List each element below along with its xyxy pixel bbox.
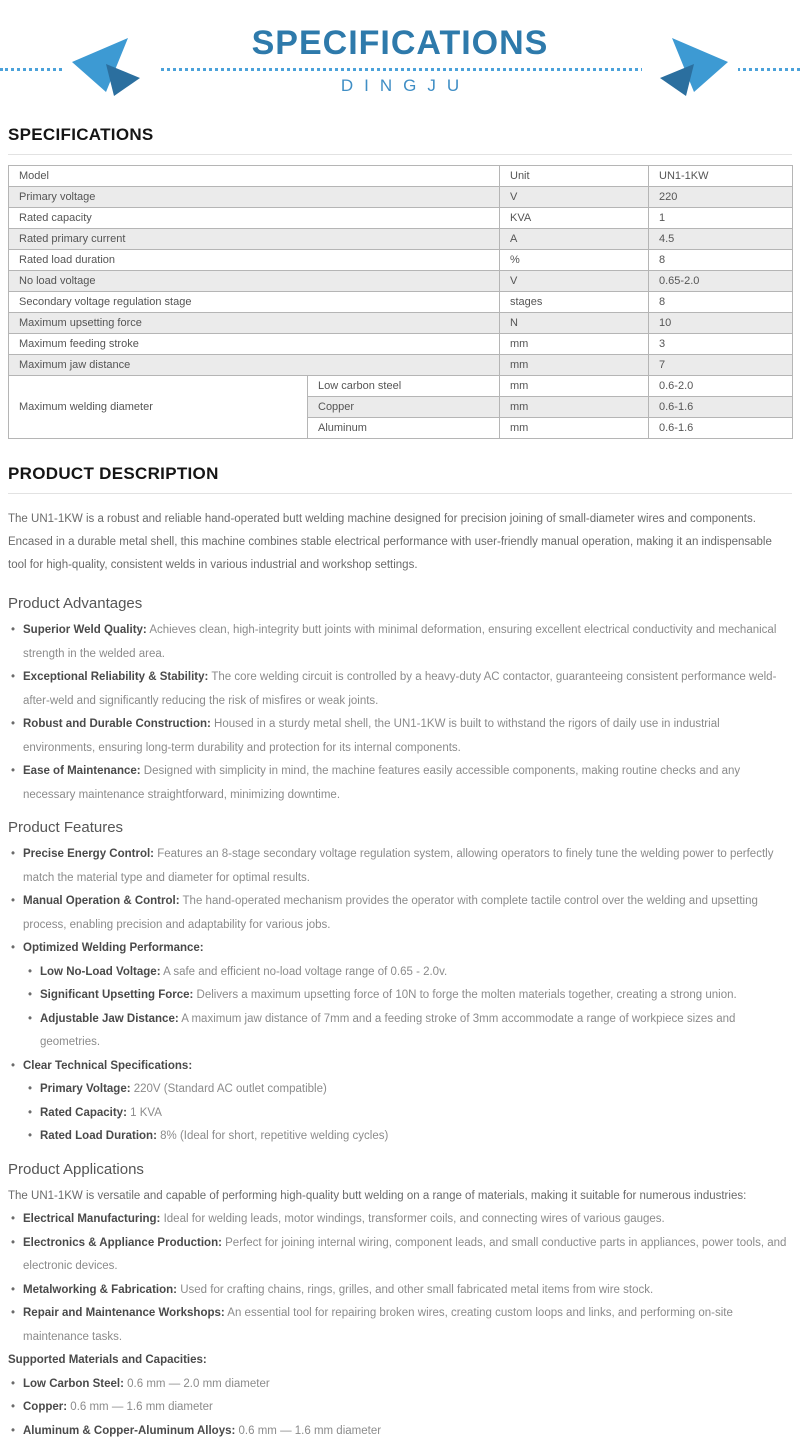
spec-label-cell: Model: [9, 166, 500, 187]
bullet-lead: Repair and Maintenance Workshops:: [23, 1307, 225, 1319]
list-item: [8, 1420, 792, 1443]
bullet-lead: Clear Technical Specifications:: [23, 1060, 192, 1072]
list-item: [8, 843, 792, 890]
spec-unit-cell: stages: [500, 292, 649, 313]
applications-list: [8, 1208, 792, 1349]
subsection-heading-applications: Product Applications: [8, 1157, 792, 1182]
spec-unit-cell: V: [500, 187, 649, 208]
bullet-text: Designed with simplicity in mind, the machine features easily accessible components, making routine checks and any necessary maintenance straightforward, minimizing downtime.: [23, 765, 740, 801]
table-row: [9, 208, 793, 229]
spec-value-cell: 0.6-2.0: [649, 376, 793, 397]
materials-heading: Supported Materials and Capacities:: [8, 1349, 792, 1373]
spec-unit-cell: V: [500, 271, 649, 292]
spec-material-cell: Aluminum: [308, 418, 500, 439]
list-item: [8, 1373, 792, 1397]
bullet-text: Ideal for welding leads, motor windings, transformer coils, and connecting wires of various gauges.: [164, 1213, 665, 1225]
table-row: [9, 313, 793, 334]
bullet-text: 1 KVA: [130, 1107, 162, 1119]
bullet-lead: Significant Upsetting Force:: [40, 989, 193, 1001]
spec-label-cell: Rated load duration: [9, 250, 500, 271]
advantages-list: [8, 619, 792, 807]
subsection-heading-advantages: Product Advantages: [8, 591, 792, 616]
bullet-text: Housed in a sturdy metal shell, the UN1-1KW is built to withstand the rigors of daily use in industrial environments, ensuring long-term durability and protection for its internal components.: [23, 718, 720, 754]
spec-label-cell: Secondary voltage regulation stage: [9, 292, 500, 313]
list-item: [8, 890, 792, 937]
table-row: [9, 187, 793, 208]
bullet-text: Used for crafting chains, rings, grilles, and other small fabricated metal items from wire stock.: [180, 1284, 653, 1296]
product-description-body: [8, 498, 792, 1443]
bullet-lead: Electrical Manufacturing:: [23, 1213, 160, 1225]
table-row: [9, 334, 793, 355]
features-sublist: [23, 1078, 792, 1149]
list-item: [23, 1078, 792, 1102]
spec-value-cell: 4.5: [649, 229, 793, 250]
bullet-lead: Low Carbon Steel:: [23, 1378, 124, 1390]
list-item: [8, 713, 792, 760]
spec-value-cell: 1: [649, 208, 793, 229]
section-heading-specifications: SPECIFICATIONS: [8, 112, 792, 155]
spec-label-cell: Maximum jaw distance: [9, 355, 500, 376]
spec-unit-cell: KVA: [500, 208, 649, 229]
bullet-lead: Exceptional Reliability & Stability:: [23, 671, 208, 683]
spec-material-cell: Low carbon steel: [308, 376, 500, 397]
spec-unit-cell: mm: [500, 334, 649, 355]
bullet-text: 220V (Standard AC outlet compatible): [134, 1083, 327, 1095]
list-item: [23, 1102, 792, 1126]
spec-label-cell: Primary voltage: [9, 187, 500, 208]
bullet-lead: Adjustable Jaw Distance:: [40, 1013, 179, 1025]
brand-name: DINGJU: [0, 76, 800, 96]
spec-unit-cell: A: [500, 229, 649, 250]
table-row: [9, 292, 793, 313]
bullet-lead: Robust and Durable Construction:: [23, 718, 211, 730]
list-item: [23, 1008, 792, 1055]
list-item: [23, 1125, 792, 1149]
bullet-text: Achieves clean, high-integrity butt joints with minimal deformation, ensuring excellent electrical conductivity and mechanical strength in the welded area.: [23, 624, 776, 660]
spec-label-cell: Maximum feeding stroke: [9, 334, 500, 355]
bullet-lead: Manual Operation & Control:: [23, 895, 180, 907]
table-row: [9, 376, 793, 397]
spec-unit-cell: mm: [500, 355, 649, 376]
table-row: [9, 250, 793, 271]
bullet-text: Delivers a maximum upsetting force of 10N to forge the molten materials together, creating a strong union.: [197, 989, 737, 1001]
bullet-lead: Superior Weld Quality:: [23, 624, 147, 636]
bullet-text: Perfect for joining internal wiring, component leads, and small conductive parts in appliances, power tools, and electronic devices.: [23, 1237, 786, 1273]
spec-label-cell: Maximum welding diameter: [9, 376, 308, 439]
spec-value-cell: 220: [649, 187, 793, 208]
triangle-decoration-right-icon: [642, 32, 738, 98]
spec-value-cell: 7: [649, 355, 793, 376]
subsection-heading-features: Product Features: [8, 815, 792, 840]
spec-unit-cell: mm: [500, 376, 649, 397]
spec-unit-cell: mm: [500, 397, 649, 418]
spec-label-cell: No load voltage: [9, 271, 500, 292]
features-sublist: [23, 961, 792, 1055]
features-list: [8, 843, 792, 1149]
bullet-lead: Ease of Maintenance:: [23, 765, 141, 777]
table-row: [9, 166, 793, 187]
list-item: [8, 1279, 792, 1303]
bullet-lead: Rated Load Duration:: [40, 1130, 157, 1142]
bullet-text: The hand-operated mechanism provides the operator with complete tactile control over the welding and upsetting process, enabling precision and adaptability for various jobs.: [23, 895, 758, 931]
bullet-text: 0.6 mm — 1.6 mm diameter: [239, 1425, 382, 1437]
triangle-decoration-left-icon: [62, 32, 158, 98]
spec-value-cell: UN1-1KW: [649, 166, 793, 187]
list-item: [8, 1396, 792, 1420]
bullet-lead: Optimized Welding Performance:: [23, 942, 204, 954]
list-item: [8, 666, 792, 713]
applications-intro: The UN1-1KW is versatile and capable of performing high-quality butt welding on a range of materials, making it suitable for numerous industries:: [8, 1185, 792, 1209]
spec-unit-cell: mm: [500, 418, 649, 439]
spec-label-cell: Rated primary current: [9, 229, 500, 250]
spec-value-cell: 8: [649, 292, 793, 313]
spec-value-cell: 10: [649, 313, 793, 334]
spec-label-cell: Maximum upsetting force: [9, 313, 500, 334]
bullet-text: 0.6 mm — 1.6 mm diameter: [70, 1401, 213, 1413]
bullet-lead: Aluminum & Copper-Aluminum Alloys:: [23, 1425, 235, 1437]
bullet-lead: Copper:: [23, 1401, 67, 1413]
section-heading-product-description: PRODUCT DESCRIPTION: [8, 451, 792, 494]
spec-value-cell: 3: [649, 334, 793, 355]
table-row: [9, 271, 793, 292]
materials-list: [8, 1373, 792, 1443]
hero-title: SPECIFICATIONS: [0, 0, 800, 62]
bullet-lead: Low No-Load Voltage:: [40, 966, 161, 978]
bullet-text: A maximum jaw distance of 7mm and a feeding stroke of 3mm accommodate a range of workpiece sizes and geometries.: [40, 1013, 735, 1049]
bullet-text: Features an 8-stage secondary voltage regulation system, allowing operators to finely tune the welding power to perfectly match the material type and diameter for optimal results.: [23, 848, 773, 884]
list-item: [8, 619, 792, 666]
bullet-text: An essential tool for repairing broken wires, creating custom loops and links, and performing on-site maintenance tasks.: [23, 1307, 733, 1343]
hero-banner: [0, 0, 800, 112]
spec-unit-cell: %: [500, 250, 649, 271]
bullet-lead: Precise Energy Control:: [23, 848, 154, 860]
table-row: [9, 229, 793, 250]
bullet-lead: Rated Capacity:: [40, 1107, 127, 1119]
spec-label-cell: Rated capacity: [9, 208, 500, 229]
list-item: [23, 984, 792, 1008]
spec-material-cell: Copper: [308, 397, 500, 418]
spec-unit-cell: Unit: [500, 166, 649, 187]
spec-value-cell: 0.65-2.0: [649, 271, 793, 292]
bullet-text: A safe and efficient no-load voltage range of 0.65 - 2.0v.: [163, 966, 447, 978]
list-item: [8, 1208, 792, 1232]
list-item: [23, 961, 792, 985]
bullet-lead: Primary Voltage:: [40, 1083, 131, 1095]
list-item: [8, 1302, 792, 1349]
bullet-lead: Electronics & Appliance Production:: [23, 1237, 222, 1249]
bullet-text: 8% (Ideal for short, repetitive welding cycles): [160, 1130, 388, 1142]
intro-paragraph: The UN1-1KW is a robust and reliable hand-operated butt welding machine designed for precision joining of small-diameter wires and components. Encased in a durable metal shell, this machine combines stable electrical performance with user-friendly manual operation, making it an indispensable tool for high-quality, consistent welds in various industrial and workshop settings.: [8, 498, 792, 583]
spec-value-cell: 8: [649, 250, 793, 271]
bullet-lead: Metalworking & Fabrication:: [23, 1284, 177, 1296]
table-row: [9, 355, 793, 376]
list-item: [8, 760, 792, 807]
spec-value-cell: 0.6-1.6: [649, 418, 793, 439]
bullet-text: The core welding circuit is controlled by a heavy-duty AC contactor, guaranteeing consistent performance weld-after-weld and significantly reducing the risk of misfires or weak joints.: [23, 671, 776, 707]
spec-unit-cell: N: [500, 313, 649, 334]
bullet-text: 0.6 mm — 2.0 mm diameter: [127, 1378, 270, 1390]
specifications-table: [8, 165, 793, 439]
list-item: [8, 1055, 792, 1149]
list-item: [8, 937, 792, 1055]
list-item: [8, 1232, 792, 1279]
spec-value-cell: 0.6-1.6: [649, 397, 793, 418]
